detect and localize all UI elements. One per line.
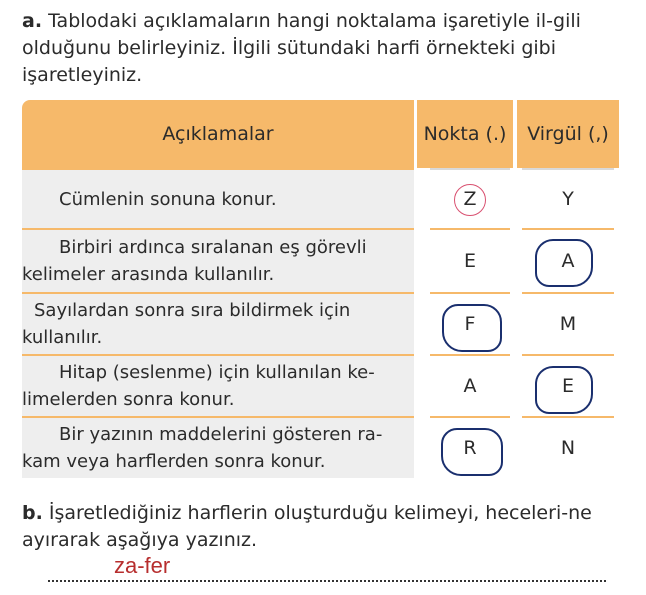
pen-circle-a	[535, 239, 593, 287]
table-row	[22, 228, 619, 292]
table-row	[22, 416, 619, 478]
nokta-letter: E	[430, 228, 510, 292]
nokta-letter: A	[430, 354, 510, 416]
question-a-text: Tablodaki açıklamaların hangi noktalama işaretiyle il-gili olduğunu belirleyiniz. İlgili sütundaki harfi örnekteki gibi işaretleyiniz.	[22, 10, 581, 86]
pen-circle-e	[535, 366, 593, 414]
row-text: Hitap (seslenme) için kullanılan ke-limelerden sonra konur.	[22, 362, 375, 410]
table-row	[22, 168, 619, 228]
handwritten-answer: za-fer	[114, 553, 171, 578]
example-circle	[454, 184, 486, 216]
header-nokta: Nokta (.)	[417, 100, 513, 168]
pen-circle-f	[442, 304, 502, 352]
pen-circle-r	[441, 428, 503, 476]
row-text: Bir yazının maddelerini gösteren ra-kam veya harflerden sonra konur.	[22, 424, 383, 472]
question-b-letter: b.	[22, 502, 43, 524]
row-text: Cümlenin sonuna konur.	[59, 188, 277, 210]
virgul-letter: M	[522, 292, 614, 354]
nokta-letter: Z	[430, 168, 510, 228]
table-row	[22, 354, 619, 416]
table-row	[22, 292, 619, 354]
virgul-letter: Y	[522, 168, 614, 228]
question-a	[22, 8, 622, 89]
nokta-letter: R	[430, 416, 510, 478]
row-text: Birbiri ardınca sıralanan eş görevli kelimeler arasında kullanılır.	[22, 237, 367, 285]
question-b	[22, 500, 622, 554]
virgul-letter: N	[522, 416, 614, 478]
virgul-letter: A	[522, 228, 614, 292]
punctuation-table	[22, 100, 619, 478]
header-aciklamalar: Açıklamalar	[22, 100, 414, 168]
question-a-letter: a.	[22, 10, 43, 32]
nokta-letter: F	[430, 292, 510, 354]
header-virgul: Virgül (,)	[517, 100, 619, 168]
question-b-text: İşaretlediğiniz harflerin oluşturduğu kelimeyi, heceleri-ne ayırarak aşağıya yazınız.	[22, 502, 592, 551]
row-text: Sayılardan sonra sıra bildirmek için kullanılır.	[22, 300, 351, 348]
virgul-letter: E	[522, 354, 614, 416]
